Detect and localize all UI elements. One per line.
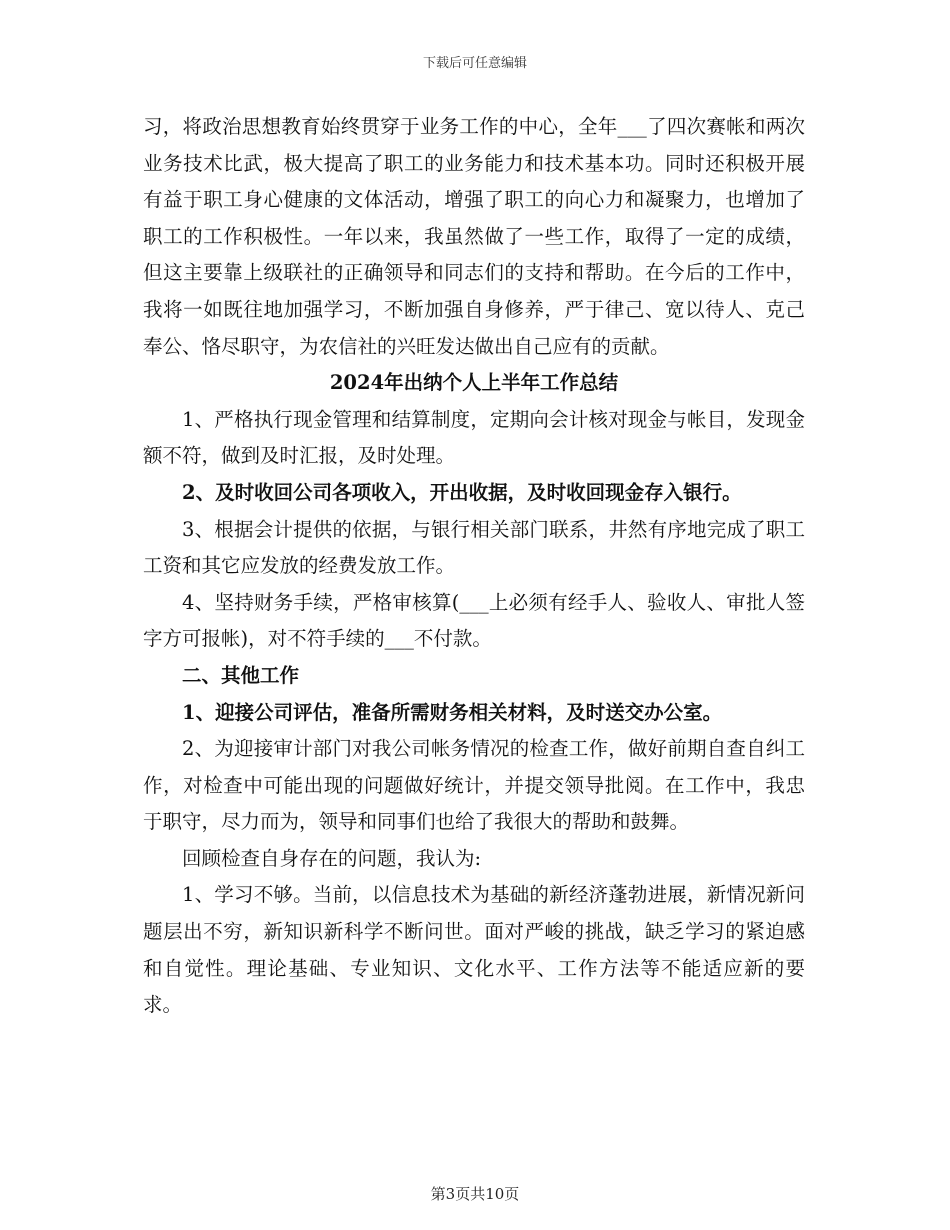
list-item-2: 2、及时收回公司各项收入，开出收据，及时收回现金存入银行。 (182, 480, 742, 504)
other-item-2: 2、为迎接审计部门对我公司帐务情况的检查工作，做好前期自查自纠工作，对检查中可能出现的问题做好统计，并提交领导批阅。在工作中，我忠于职守，尽力而为，领导和同事们也给了我很大的帮助和鼓舞。 (143, 737, 805, 834)
page-footer: 第3页共10页 (430, 1185, 520, 1203)
other-item-1: 1、迎接公司评估，准备所需财务相关材料，及时送交办公室。 (182, 700, 723, 724)
list-item-1: 1、严格执行现金管理和结算制度，定期向会计核对现金与帐目，发现金额不符，做到及时汇报，及时处理。 (143, 407, 805, 468)
paragraph-continuation: 习，将政治思想教育始终贯穿于业务工作的中心，全年___了四次赛帐和两次业务技术比武，极大提高了职工的业务能力和技术基本功。同时还积极开展有益于职工身心健康的文体活动，增强了职工的向心力和凝聚力，也增加了职工的工作积极性。一年以来，我虽然做了一些工作，取得了一定的成绩，但这主要靠上级联社的正确领导和同志们的支持和帮助。在今后的工作中，我将一如既往地加强学习，不断加强自身修养，严于律己、宽以待人、克己奉公、恪尽职守，为农信社的兴旺发达做出自己应有的贡献。 (143, 115, 805, 358)
page-header: 下载后可任意编辑 (422, 56, 527, 71)
section-title: 2024年出纳个人上半年工作总结 (329, 371, 619, 395)
review-intro: 回顾检查自身存在的问题，我认为: (182, 846, 482, 870)
subsection-heading: 二、其他工作 (182, 663, 300, 687)
list-item-3: 3、根据会计提供的依据，与银行相关部门联系，井然有序地完成了职工工资和其它应发放的经费发放工作。 (143, 517, 805, 578)
document-body (143, 109, 805, 1024)
problem-item-1: 1、学习不够。当前，以信息技术为基础的新经济蓬勃进展，新情况新问题层出不穷，新知识新科学不断问世。面对严峻的挑战，缺乏学习的紧迫感和自觉性。理论基础、专业知识、文化水平、工作方法等不能适应新的要求。 (143, 883, 805, 1017)
list-item-4: 4、坚持财务手续，严格审核算(___上必须有经手人、验收人、审批人签字方可报帐)，对不符手续的___不付款。 (143, 590, 805, 651)
